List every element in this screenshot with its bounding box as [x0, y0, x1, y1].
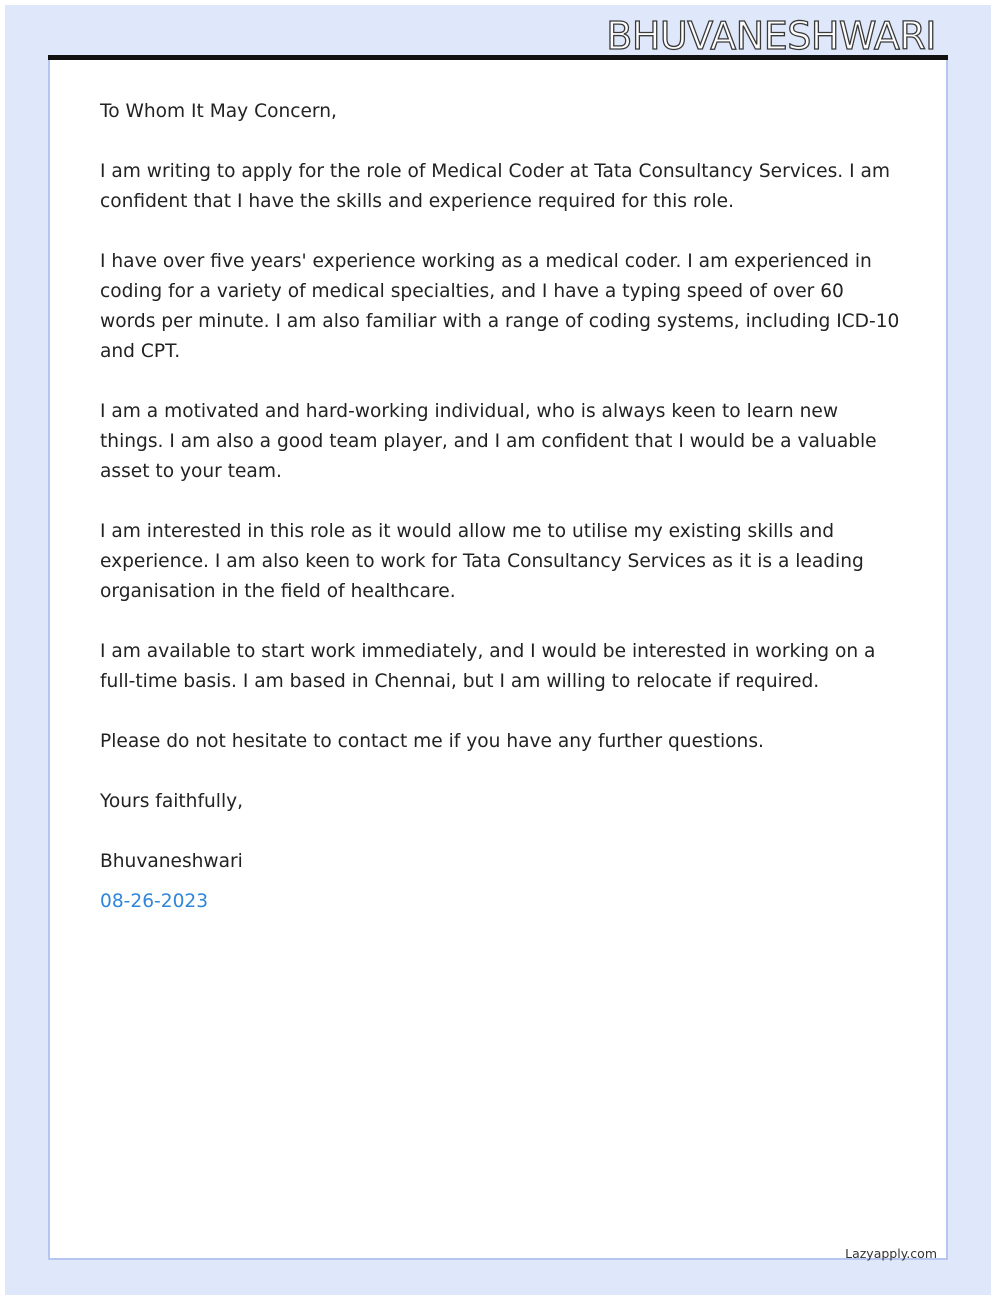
signature-name: Bhuvaneshwari: [100, 851, 243, 872]
paragraph-motivation: I am interested in this role as it would allow me to utilise my existing skills and experience. I am also keen to work for Tata Consultancy Services as it is a leading organisation in the field of healthcare.: [100, 521, 864, 602]
closing: Yours faithfully,: [100, 791, 244, 812]
paragraph-contact: Please do not hesitate to contact me if you have any further questions.: [100, 731, 764, 752]
paragraph-availability: I am available to start work immediately, and I would be interested in working on a full-time basis. I am based in Chennai, but I am willing to relocate if required.: [100, 641, 876, 692]
cover-letter-body: [100, 97, 905, 917]
watermark-text: Lazyapply.com: [845, 1246, 937, 1261]
paragraph-personal-qualities: I am a motivated and hard-working individual, who is always keen to learn new things. I am also a good team player, and I am confident that I would be a valuable asset to your team.: [100, 401, 877, 482]
paragraph-application: I am writing to apply for the role of Medical Coder at Tata Consultancy Services. I am confident that I have the skills and experience required for this role.: [100, 161, 890, 212]
letter-date: 08-26-2023: [100, 891, 209, 912]
applicant-name-header: BHUVANESHWARI: [606, 14, 936, 58]
salutation: To Whom It May Concern,: [100, 101, 337, 122]
paragraph-experience: I have over five years' experience working as a medical coder. I am experienced in coding for a variety of medical specialties, and I have a typing speed of over 60 words per minute. I am also familiar with a range of coding systems, including ICD-10 and CPT.: [100, 251, 900, 362]
